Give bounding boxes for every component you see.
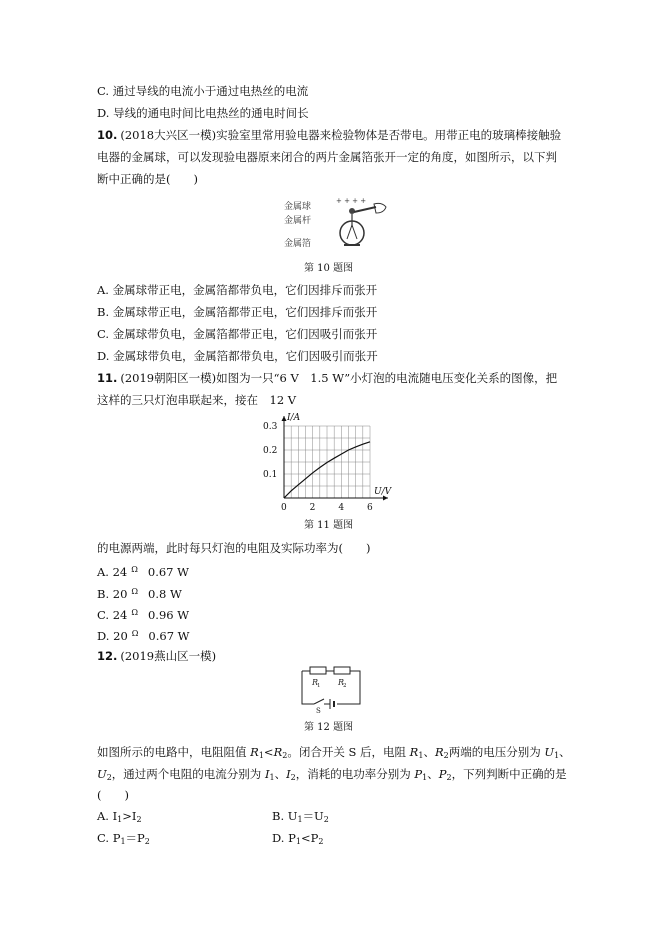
q11-option-a: A. 24 $^\Omega$ 0.67 W [97,565,189,579]
q12-line1 [97,648,216,664]
q10-option-d: D. 金属球带负电，金属箔都带负电，它们因吸引而张开 [97,349,378,363]
q12-option-b: B. $U_1=U_2$ [272,809,329,824]
q10-line2: 电器的金属球，可以发现验电器原来闭合的两片金属箔张开一定的角度，如图所示，以下判 [97,150,557,164]
q12-stem-line1: 如图所示的电路中，电阻阻值 $R_1<R_2$。闭合开关 S 后，电阻 $R_1$、$R_2$两端的电压分别为 $U_1$、 [97,745,571,760]
q12-stem-line3: ( ) [97,788,129,802]
q10-line3: 断中正确的是( ) [97,172,198,186]
q10-number: 10. [97,128,118,142]
q10-option-a: A. 金属球带正电，金属箔都带负电，它们因排斥而张开 [97,283,378,297]
label-r2: R [338,678,345,687]
x-tick-label: 0 [281,503,287,513]
label-foil: 金属箔 [284,239,312,249]
q11-line1 [97,370,557,386]
label-r1-sub: 1 [317,683,321,689]
q11-line2: 这样的三只灯泡串联起来，接在 12 V [97,393,297,407]
q11-option-c: C. 24 $^\Omega$ 0.96 W [97,608,190,622]
resistor-r1 [310,667,326,674]
label-switch: S [316,707,321,714]
resistor-r2 [334,667,350,674]
iu-chart [262,408,397,516]
x-axis-label: U/V [374,487,392,497]
x-tick-label: 6 [367,503,373,513]
q12-option-a: A. $I_1>I_2$ [97,809,142,824]
q10-option-b: B. 金属球带正电，金属箔都带正电，它们因排斥而张开 [97,305,378,319]
q10-option-c: C. 金属球带负电，金属箔都带正电，它们因吸引而张开 [97,327,378,341]
switch-s [314,699,324,704]
q11-option-b: B. 20 $^\Omega$ 0.8 W [97,587,182,601]
label-r1: R [312,678,319,687]
q12-option-d: D. $P_1<P_2$ [272,831,324,846]
y-axis-arrow [282,416,287,421]
q10-stem-1: (2018大兴区一模)实验室里常用验电器来检验物体是否带电。用带正电的玻璃棒接触验 [120,128,562,142]
q10-caption: 第 10 题图 [304,263,354,274]
q12-number: 12. [97,649,118,663]
q12-caption: 第 12 题图 [304,722,354,733]
q12-stem-line2: $U_2$，通过两个电阻的电流分别为 $I_1$、$I_2$，消耗的电功率分别为 $P_1$、$P_2$，下列判断中正确的是 [97,767,567,782]
x-tick-label: 4 [338,503,345,513]
q11-stem-1: (2019朝阳区一模)如图为一只“6 V 1.5 W”小灯泡的电流随电压变化关系的图像，把 [120,371,558,385]
y-axis-label: I/A [287,413,301,423]
y-tick-label: 0.1 [263,470,278,480]
q12-option-c: C. $P_1=P_2$ [97,831,150,846]
option-c-prev: C. 通过导线的电流小于通过电热丝的电流 [97,84,309,98]
q11-line3: 的电源两端，此时每只灯泡的电阻及实际功率为( ) [97,541,371,555]
option-d-prev: D. 导线的通电时间比电热丝的通电时间长 [97,106,309,120]
label-rod: 金属杆 [284,216,312,226]
q11-number: 11. [97,371,118,385]
q11-option-d: D. 20 $^\Omega$ 0.67 W [97,629,190,643]
q11-caption: 第 11 题图 [304,520,354,531]
y-tick-label: 0.3 [263,422,278,432]
hand-icon [374,203,386,213]
label-r2-sub: 2 [343,683,347,689]
y-tick-label: 0.2 [263,446,278,456]
q10-line1 [97,127,561,143]
x-tick-label: 2 [309,503,316,513]
q12-source: (2019燕山区一模) [120,649,217,663]
glass-rod [354,207,376,212]
circuit-figure [292,664,370,714]
svg-text:+ + + +: + + + + [336,197,367,205]
electroscope-figure [278,195,388,250]
label-ball: 金属球 [284,202,312,212]
